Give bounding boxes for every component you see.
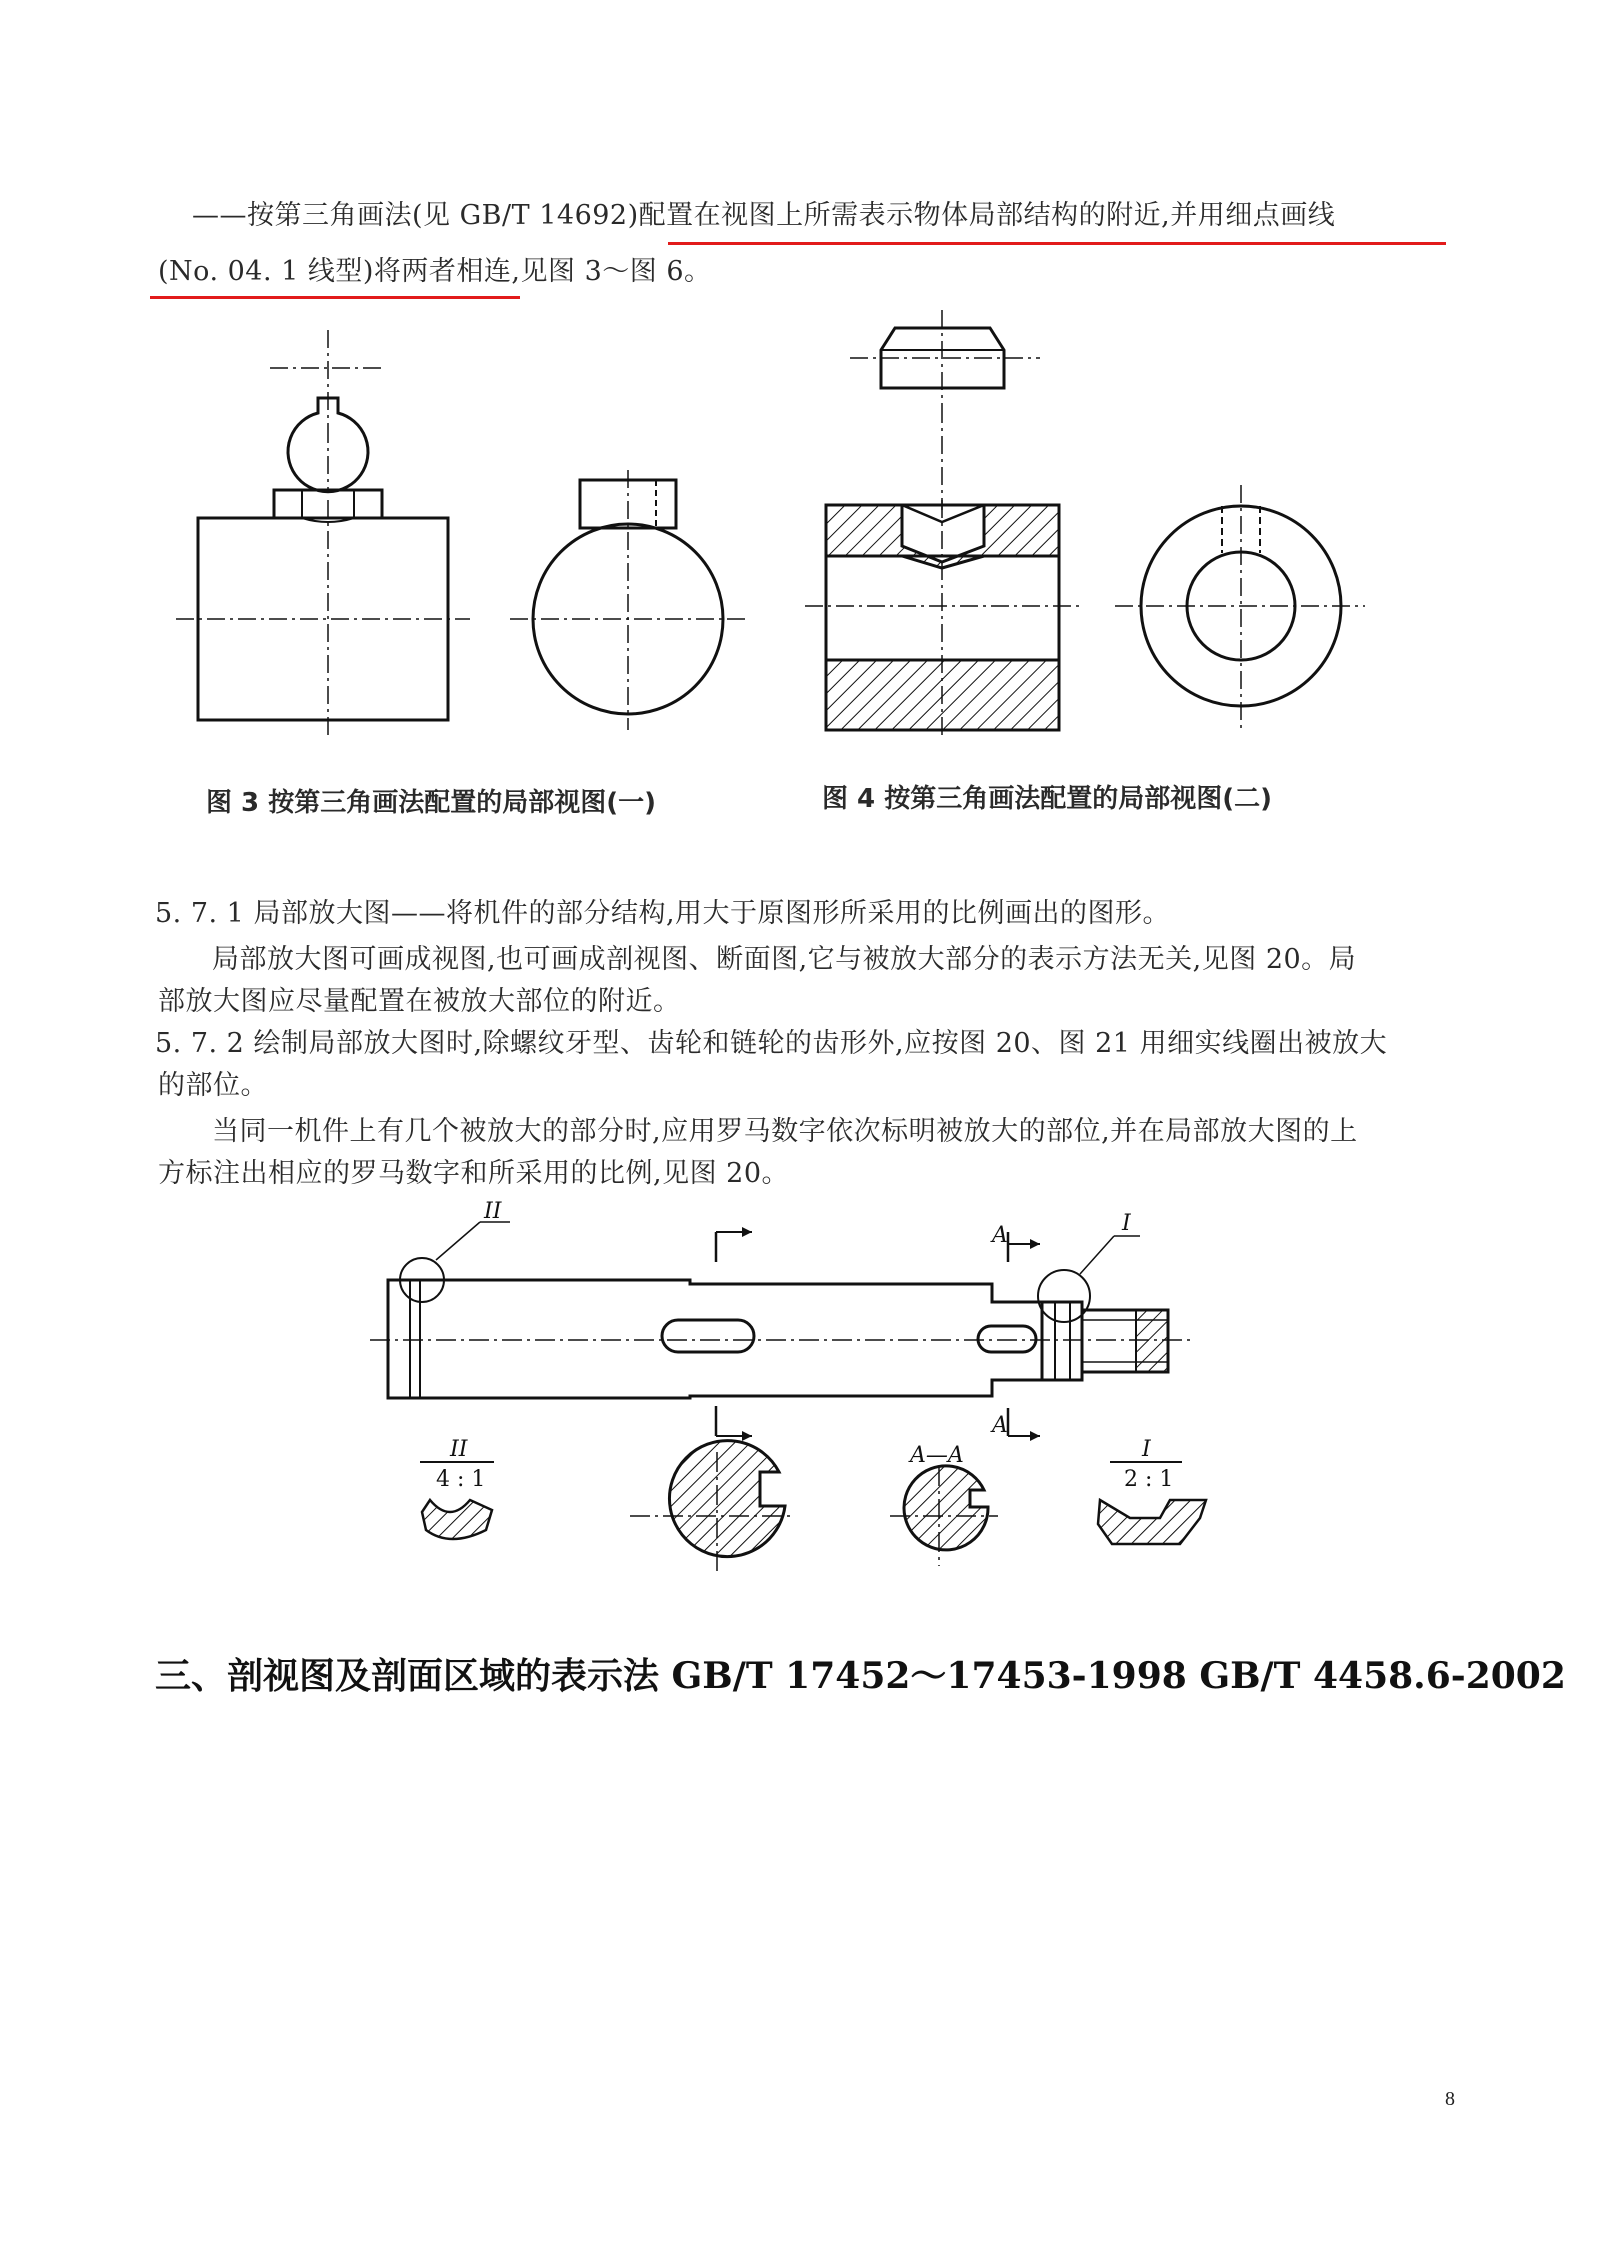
section-571-line-2: 局部放大图可画成视图,也可画成剖视图、断面图,它与被放大部分的表示方法无关,见图 20。局 [212, 944, 1357, 975]
label-roman-1-top: I [1122, 1211, 1131, 1236]
section-571-line-3: 部放大图应尽量配置在被放大部位的附近。 [158, 986, 681, 1017]
section-572-line-2: 的部位。 [158, 1070, 268, 1101]
intro-line-1: ——按第三角画法(见 GB/T 14692)配置在视图上所需表示物体局部结构的附近,并用细点画线 [192, 200, 1336, 231]
intro-line-2: (No. 04. 1 线型)将两者相连,见图 3～图 6。 [158, 256, 712, 287]
section-heading: 三、剖视图及剖面区域的表示法 GB/T 17452～17453-1998 GB/T 4458.6-2002 [155, 1655, 1566, 1697]
label-section-aa: A—A [910, 1443, 964, 1468]
figure-4-caption: 图 4 按第三角画法配置的局部视图(二) [822, 784, 1272, 814]
figure-20-drawing [370, 1200, 1250, 1600]
figure-3 [176, 330, 746, 740]
red-underline-2 [150, 296, 520, 299]
label-roman-1-detail: I [1142, 1437, 1151, 1462]
page-number: 8 [1445, 2088, 1455, 2110]
figure-4 [805, 310, 1365, 740]
section-571-line-1: 5. 7. 1 局部放大图——将机件的部分结构,用大于原图形所采用的比例画出的图形。 [155, 898, 1171, 929]
label-roman-2-top: II [484, 1200, 502, 1224]
label-a-top: A [992, 1223, 1008, 1248]
label-roman-2-detail: II [450, 1437, 468, 1462]
figure-3-caption: 图 3 按第三角画法配置的局部视图(一) [206, 788, 656, 818]
label-scale-4-1: 4 : 1 [436, 1467, 486, 1492]
label-scale-2-1: 2 : 1 [1124, 1467, 1174, 1492]
section-572-line-3: 当同一机件上有几个被放大的部分时,应用罗马数字依次标明被放大的部位,并在局部放大图的上 [212, 1116, 1358, 1147]
figures-3-4-drawing [150, 300, 1450, 770]
red-underline-1 [668, 242, 1446, 245]
label-a-bottom: A [992, 1413, 1008, 1438]
section-572-line-1: 5. 7. 2 绘制局部放大图时,除螺纹牙型、齿轮和链轮的齿形外,应按图 20、图 21 用细实线圈出被放大 [155, 1028, 1388, 1059]
section-572-line-4: 方标注出相应的罗马数字和所采用的比例,见图 20。 [158, 1158, 790, 1189]
